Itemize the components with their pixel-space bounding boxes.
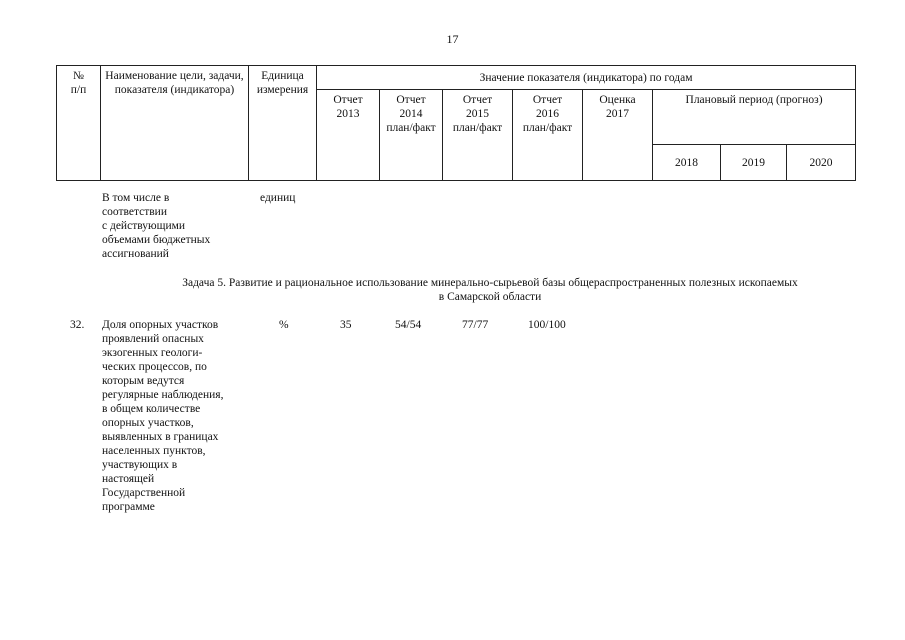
col-header-2014: Отчет 2014 план/факт — [380, 90, 443, 181]
col-header-unit: Единица измерения — [249, 66, 317, 181]
indicator-table-header — [56, 65, 856, 181]
row-32-unit: % — [279, 319, 289, 331]
row-32-value-2016: 100/100 — [528, 319, 566, 331]
prev-row-name: В том числе в соответствии с действующими объемами бюджетных ассигнований — [102, 192, 211, 260]
task-5-heading: Задача 5. Развитие и рациональное использование минерально-сырьевой базы общераспространенных полезных ископаемых в Самарской области — [182, 277, 798, 303]
row-32-value-2014: 54/54 — [395, 319, 422, 331]
page-number: 17 — [446, 32, 459, 46]
col-header-name: Наименование цели, задачи, показателя (индикатора) — [101, 66, 249, 181]
prev-row-unit: единиц — [260, 192, 296, 204]
col-header-values: Значение показателя (индикатора) по годам — [317, 66, 856, 90]
col-header-plan-period: Плановый период (прогноз) — [653, 90, 856, 145]
row-32-number: 32. — [70, 319, 85, 331]
row-32-value-2013: 35 — [340, 319, 352, 331]
col-header-2016: Отчет 2016 план/факт — [513, 90, 583, 181]
col-header-2015: Отчет 2015 план/факт — [443, 90, 513, 181]
col-header-2013: Отчет 2013 — [317, 90, 380, 181]
col-header-2018: 2018 — [653, 145, 721, 181]
col-header-2017: Оценка 2017 — [583, 90, 653, 181]
col-header-number: № п/п — [57, 66, 101, 181]
col-header-2020: 2020 — [787, 145, 856, 181]
col-header-2019: 2019 — [721, 145, 787, 181]
row-32-name: Доля опорных участков проявлений опасных экзогенных геологи- ческих процессов, по которым ведутся регулярные наблюдения, в общем количестве опорных участков, выявленных в границах населенных пунктов, участвующих в настоящей Государственной программе — [102, 319, 224, 513]
row-32-value-2015: 77/77 — [462, 319, 489, 331]
